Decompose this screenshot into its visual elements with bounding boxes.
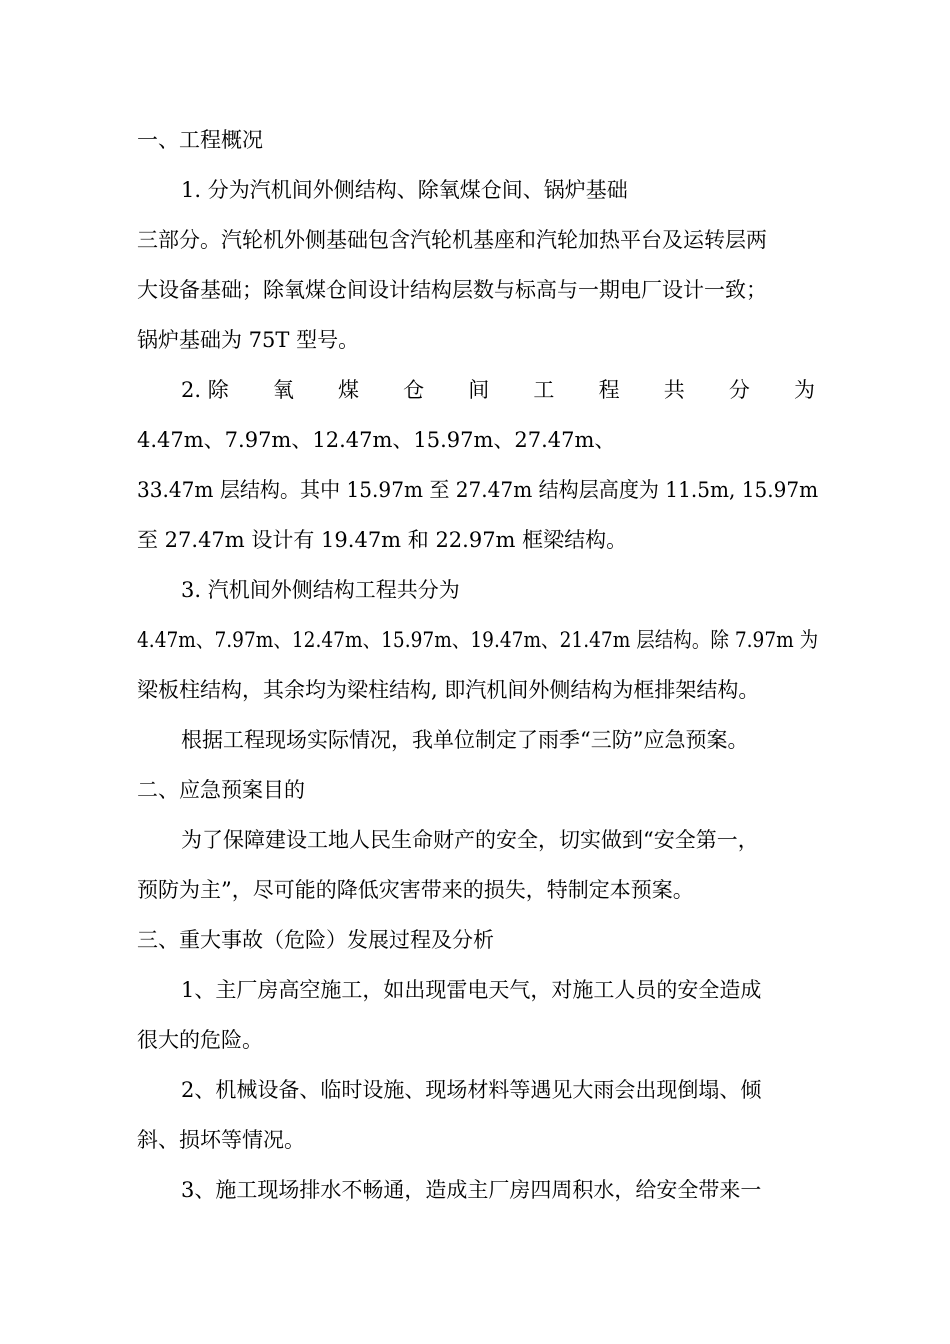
paragraph-line: 梁板柱结构，其余均为梁柱结构, 即汽机间外侧结构为框排架结构。 [137, 678, 760, 702]
paragraph-line: 1、主厂房高空施工，如出现雷电天气，对施工人员的安全造成 [181, 978, 762, 1002]
spaced-char: 氧 [272, 378, 294, 402]
section-heading-1: 一、工程概况 [137, 128, 263, 152]
paragraph-line: 2、机械设备、临时设施、现场材料等遇见大雨会出现倒塌、倾 [181, 1078, 762, 1102]
paragraph-line: 4.47m、7.97m、12.47m、15.97m、19.47m、21.47m 层结构。除 7.97m 为 [137, 628, 819, 652]
spaced-char: 2. 除 [181, 378, 229, 402]
spaced-char: 为 [793, 378, 815, 402]
paragraph-line: 三部分。汽轮机外侧基础包含汽轮机基座和汽轮加热平台及运转层两 [137, 228, 767, 252]
paragraph-line: 为了保障建设工地人民生命财产的安全，切实做到“安全第一， [181, 828, 759, 852]
spaced-paragraph-line [181, 376, 815, 404]
spaced-char: 共 [663, 378, 685, 402]
spaced-char: 仓 [403, 378, 425, 402]
paragraph-line: 根据工程现场实际情况，我单位制定了雨季“三防”应急预案。 [181, 728, 749, 752]
spaced-char: 间 [468, 378, 490, 402]
paragraph-line: 至 27.47m 设计有 19.47m 和 22.97m 框梁结构。 [137, 528, 628, 552]
section-heading-3: 三、重大事故（危险）发展过程及分析 [137, 928, 494, 952]
paragraph-line: 3. 汽机间外侧结构工程共分为 [181, 578, 460, 602]
spaced-char: 分 [728, 378, 750, 402]
paragraph-line: 锅炉基础为 75T 型号。 [137, 328, 360, 352]
paragraph-line: 预防为主”，尽可能的降低灾害带来的损失，特制定本预案。 [137, 878, 694, 902]
paragraph-line: 斜、损坏等情况。 [137, 1128, 305, 1152]
paragraph-line: 大设备基础；除氧煤仓间设计结构层数与标高与一期电厂设计一致； [137, 278, 767, 302]
paragraph-line: 33.47m 层结构。其中 15.97m 至 27.47m 结构层高度为 11.5m, 15.97m [137, 478, 819, 502]
paragraph-line: 1. 分为汽机间外侧结构、除氧煤仓间、锅炉基础 [181, 178, 628, 202]
spaced-char: 程 [598, 378, 620, 402]
spaced-char: 工 [533, 378, 555, 402]
spaced-char: 煤 [338, 378, 359, 402]
paragraph-line: 3、施工现场排水不畅通，造成主厂房四周积水，给安全带来一 [181, 1178, 762, 1202]
paragraph-line: 很大的危险。 [137, 1028, 263, 1052]
paragraph-line: 4.47m、7.97m、12.47m、15.97m、27.47m、 [137, 428, 616, 452]
section-heading-2: 二、应急预案目的 [137, 778, 305, 802]
